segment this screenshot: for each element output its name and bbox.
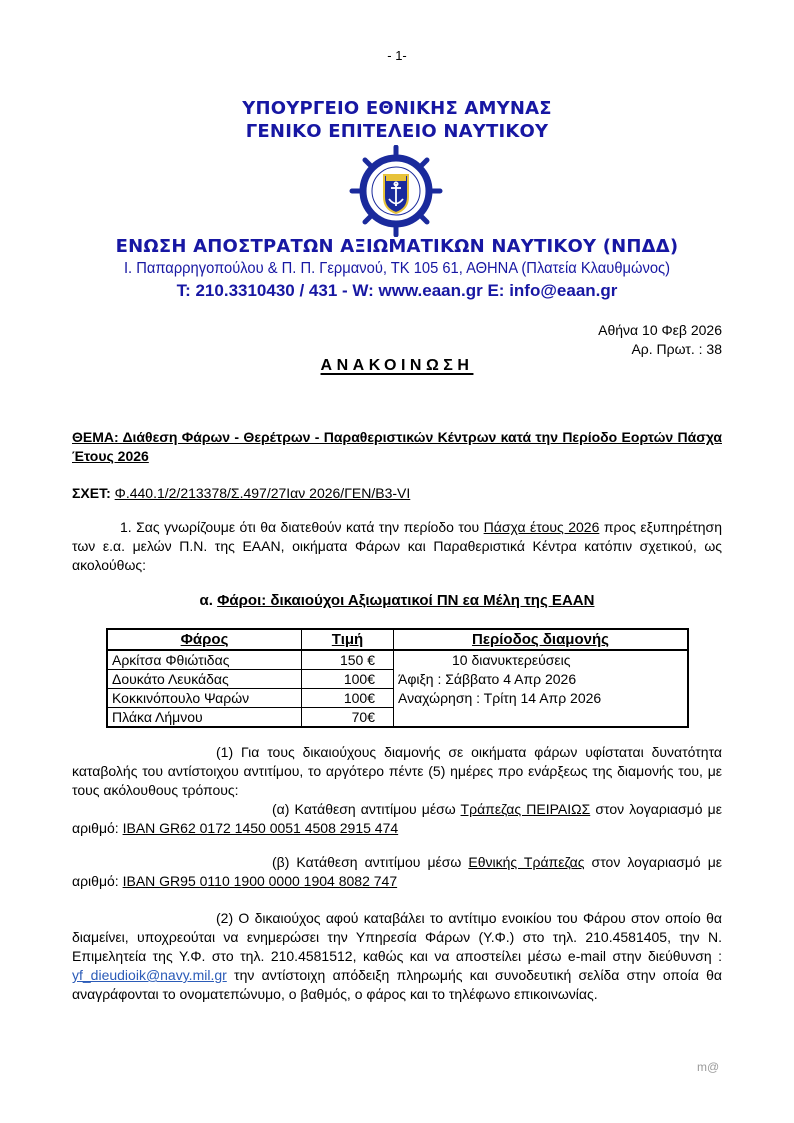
bank-a-iban: IBAN GR62 0172 1450 0051 4508 2915 474 <box>122 820 399 836</box>
footer-mark: m@ <box>697 1060 720 1074</box>
stay-departure: Αναχώρηση : Τρίτη 14 Απρ 2026 <box>398 690 602 706</box>
letterhead-contact: T: 210.3310430 / 431 - W: www.eaan.gr E: info@eaan.gr <box>176 281 618 300</box>
lighthouse-price: 150 € <box>302 650 394 670</box>
subparagraph-1 <box>72 743 722 800</box>
paragraph-1 <box>72 518 722 575</box>
document-title: ΑΝΑΚΟΙΝΩΣΗ <box>320 357 474 374</box>
bank-option-b <box>72 853 722 891</box>
subparagraph-1-text: (1) Για τους δικαιούχους διαμονής σε οικήματα φάρων υφίσταται δυνατότητα καταβολής του αντίστοιχου αντιτίμου, το αργότερο πέντε (5) ημέρες προ ενάρξεως της διαμονής του, με τους ακόλουθους τρόπους: <box>72 744 722 798</box>
table-row <box>107 650 688 670</box>
protocol-number: Αρ. Πρωτ. : 38 <box>631 341 722 357</box>
lighthouse-price: 100€ <box>302 689 394 708</box>
bank-a-name: Τράπεζας ΠΕΙΡΑΙΩΣ <box>460 801 591 817</box>
subparagraph-2 <box>72 909 722 1004</box>
subparagraph-2-text-b: την αντίστοιχη απόδειξη πληρωμής και συνοδευτική σελίδα στην οποία θα αναγράφονται το ονοματεπώνυμο, ο βαθμός, ο φάρος και το τηλέφωνο επικοινωνίας. <box>72 967 722 1002</box>
lighthouse-price: 70€ <box>302 708 394 728</box>
page-number: - 1- <box>387 48 407 63</box>
reference-value: Φ.440.1/2/213378/Σ.497/27Ιαν 2026/ΓΕΝ/Β3-VI <box>114 485 411 501</box>
letterhead-ministry: ΥΠΟΥΡΓΕΙΟ ΕΘΝΙΚΗΣ ΑΜΥΝΑΣ <box>242 98 552 119</box>
paragraph-1-text-b: προς εξυπηρέτηση των ε.α. μελών Π.Ν. της ΕΑΑΝ, οικήματα Φάρων και Παραθεριστικά Κέντρα κατόπιν σχετικού, ως ακολούθως: <box>72 519 722 573</box>
bank-b-iban: IBAN GR95 0110 1900 0000 1904 8082 747 <box>122 873 398 889</box>
section-a-heading <box>0 592 794 609</box>
section-a-title: Φάροι: δικαιούχοι Αξιωματικοί ΠΝ εα Μέλη της ΕΑΑΝ <box>217 592 595 609</box>
lighthouse-name: Δουκάτο Λευκάδας <box>107 670 302 689</box>
letterhead-staff: ΓΕΝΙΚΟ ΕΠΙΤΕΛΕΙΟ ΝΑΥΤΙΚΟΥ <box>245 121 549 142</box>
document-date: Αθήνα 10 Φεβ 2026 <box>598 322 722 338</box>
reference-line <box>72 484 722 503</box>
bank-a-text: (α) Κατάθεση αντιτίμου μέσω <box>272 801 461 817</box>
bank-b-text: (β) Κατάθεση αντιτίμου μέσω <box>272 854 469 870</box>
table-header-row <box>107 629 688 650</box>
lighthouse-name: Αρκίτσα Φθιώτιδας <box>107 650 302 670</box>
lighthouse-name: Πλάκα Λήμνου <box>107 708 302 728</box>
bank-a-text-mid: στον λογαριασμό με αριθμό: <box>72 801 722 836</box>
header-lighthouse: Φάρος <box>107 629 302 650</box>
letterhead-address: Ι. Παπαρρηγοπούλου & Π. Π. Γερμανού, ΤΚ 105 61, ΑΘΗΝΑ (Πλατεία Κλαυθμώνος) <box>123 260 671 277</box>
lighthouse-name: Κοκκινόπουλο Ψαρών <box>107 689 302 708</box>
stay-arrival: Άφιξη : Σάββατο 4 Απρ 2026 <box>398 671 577 687</box>
subparagraph-2-text-a: (2) Ο δικαιούχος αφού καταβάλει το αντίτιμο ενοικίου του Φάρου στον οποίο θα διαμείνει, υποχρεούται να ενημερώσει την Υπηρεσία Φάρων (Υ.Φ.) στο τηλ. 210.4581405, την Ν. Επιμελητεία της Υ.Φ. στο τηλ. 210.4581512, καθώς και να αποστείλει μέσω e-mail στην διεύθυνση : <box>72 910 722 964</box>
letterhead-organization: ΕΝΩΣΗ ΑΠΟΣΤΡΑΤΩΝ ΑΞΙΩΜΑΤΙΚΩΝ ΝΑΥΤΙΚΟΥ (ΝΠΔΔ) <box>115 236 679 257</box>
lighthouse-price: 100€ <box>302 670 394 689</box>
bank-b-text-mid: στον λογαριασμό με αριθμό: <box>72 854 722 889</box>
paragraph-1-text-a: 1. Σας γνωρίζουμε ότι θα διατεθούν κατά την περίοδο του <box>120 519 484 535</box>
lighthouses-table <box>106 628 689 728</box>
header-price: Τιμή <box>302 629 394 650</box>
paragraph-1-easter-period: Πάσχα έτους 2026 <box>483 519 600 535</box>
bank-b-name: Εθνικής Τράπεζας <box>468 854 585 870</box>
reference-label: ΣΧΕΤ: <box>72 485 111 501</box>
subject-line: ΘΕΜΑ: Διάθεση Φάρων - Θερέτρων - Παραθεριστικών Κέντρων κατά την Περίοδο Εορτών Πάσχα Έτους 2026 <box>72 429 722 464</box>
stay-nights: 10 διανυκτερεύσεις <box>452 652 571 668</box>
section-a-prefix: α. <box>199 592 218 609</box>
header-period: Περίοδος διαμονής <box>394 629 689 650</box>
bank-option-a <box>72 800 722 838</box>
stay-period-cell <box>394 650 689 727</box>
ship-wheel-anchor-emblem-icon <box>348 145 444 237</box>
email-link[interactable]: yf_dieudioik@navy.mil.gr <box>72 967 227 983</box>
